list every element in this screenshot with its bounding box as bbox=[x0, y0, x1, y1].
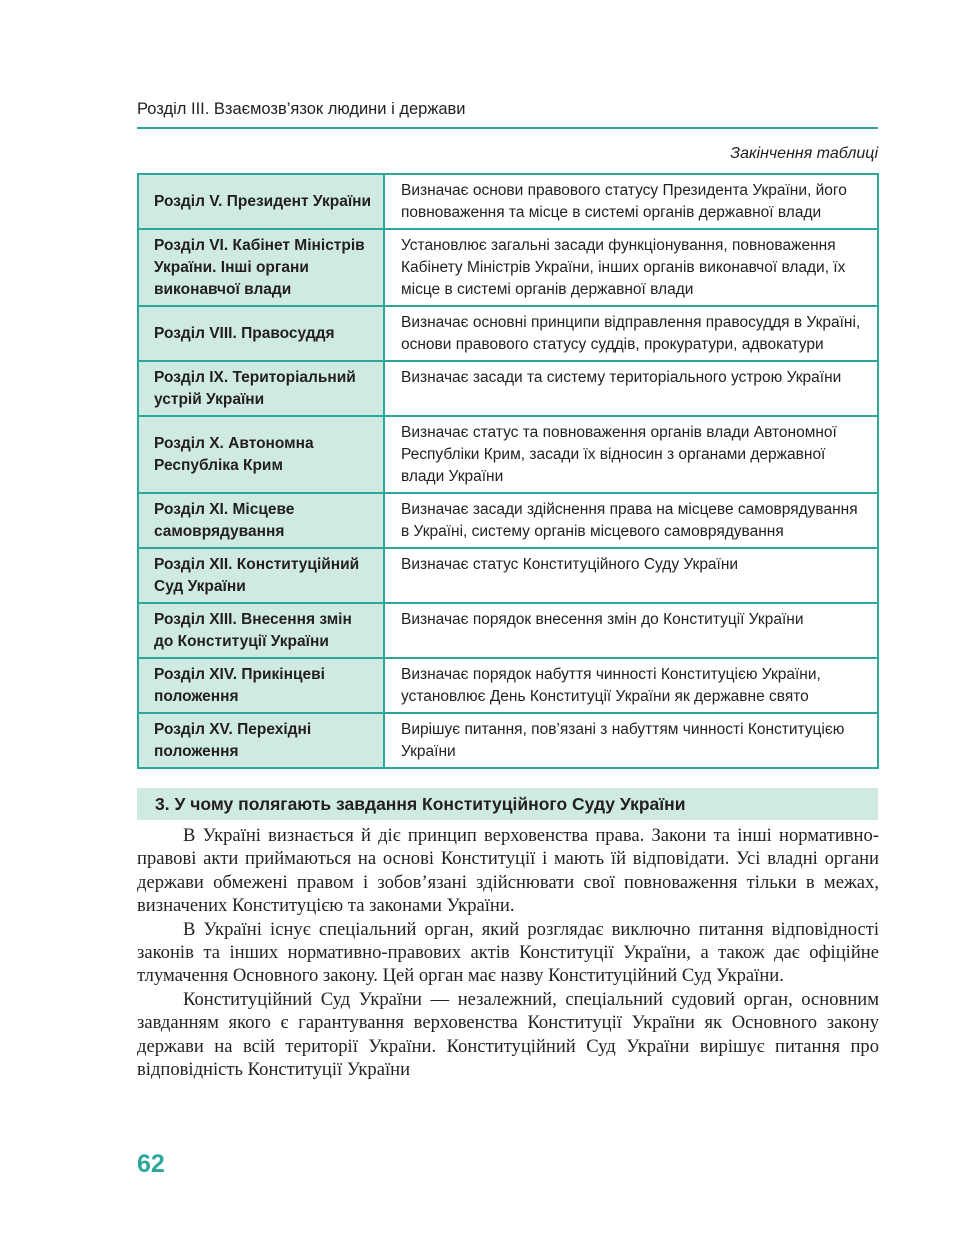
table-row bbox=[138, 658, 878, 713]
constitution-sections-table bbox=[137, 173, 879, 769]
table-row bbox=[138, 174, 878, 229]
section-title-cell: Розділ XIV. Прикінцеві положення bbox=[138, 658, 384, 713]
section-description-cell: Визначає статус Конституційного Суду України bbox=[384, 548, 878, 603]
section-description-cell: Визначає статус та повноваження органів влади Автономної Республіки Крим, засади їх відносин з органами державної влади України bbox=[384, 416, 878, 493]
table-row bbox=[138, 713, 878, 768]
body-text bbox=[137, 824, 879, 1081]
section-title-cell: Розділ XIII. Внесення змін до Конституції України bbox=[138, 603, 384, 658]
section-title-cell: Розділ X. Автономна Республіка Крим bbox=[138, 416, 384, 493]
section-description-cell: Визначає засади здійснення права на місцеве самоврядування в Україні, систему органів місцевого самоврядування bbox=[384, 493, 878, 548]
section-description-cell: Визначає основи правового статусу Президента України, його повноваження та місце в системі органів державної влади bbox=[384, 174, 878, 229]
table-row bbox=[138, 603, 878, 658]
section-description-cell: Визначає засади та систему територіального устрою України bbox=[384, 361, 878, 416]
paragraph: В Україні визнається й діє принцип верховенства права. Закони та інші нормативно-правові акти приймаються на основі Конституції і мають їй відповідати. Усі владні органи держави обмежені правом і зобов’язані здійснювати свої повноваження тільки в межах, визначених Конституцією та законами України. bbox=[137, 825, 879, 917]
table-row bbox=[138, 306, 878, 361]
section-description-cell: Визначає порядок внесення змін до Конституції України bbox=[384, 603, 878, 658]
section-title-cell: Розділ XII. Конституційний Суд України bbox=[138, 548, 384, 603]
section-title-cell: Розділ XV. Перехідні положення bbox=[138, 713, 384, 768]
section-title-cell: Розділ VIII. Правосуддя bbox=[138, 306, 384, 361]
table-row bbox=[138, 548, 878, 603]
table-row bbox=[138, 416, 878, 493]
table-row bbox=[138, 229, 878, 306]
section-description-cell: Визначає порядок набуття чинності Конституцією України, установлює День Конституції України як державне свято bbox=[384, 658, 878, 713]
section-title-cell: Розділ IX. Територіальний устрій України bbox=[138, 361, 384, 416]
table-row bbox=[138, 493, 878, 548]
paragraph: Конституційний Суд України — незалежний, спеціальний судовий орган, основним завданням якого є гарантування верховенства Конституції України як Основного закону держави на всій території України. Конституційний Суд України вирішує питання про відповідність Конституції України bbox=[137, 988, 879, 1081]
header-divider bbox=[137, 127, 878, 129]
running-head: Розділ III. Взаємозв’язок людини і держави bbox=[137, 100, 466, 118]
paragraph: В Україні існує спеціальний орган, який розглядає виключно питання відповідності законів та інших нормативно-правових актів Конституції України, а також дає офіційне тлумачення Основного закону. Цей орган має назву Конституційний Суд України. bbox=[137, 918, 879, 987]
section-description-cell: Вирішує питання, пов’язані з набуттям чинності Конституцією України bbox=[384, 713, 878, 768]
section-title-cell: Розділ V. Президент України bbox=[138, 174, 384, 229]
section-title-cell: Розділ XI. Місцеве самоврядування bbox=[138, 493, 384, 548]
section-heading-text: 3. У чому полягають завдання Конституційного Суду України bbox=[155, 794, 686, 814]
section-heading bbox=[137, 788, 878, 820]
table-row bbox=[138, 361, 878, 416]
table-caption: Закінчення таблиці bbox=[730, 145, 878, 162]
section-title-cell: Розділ VI. Кабінет Міністрів України. Інші органи виконавчої влади bbox=[138, 229, 384, 306]
section-description-cell: Визначає основні принципи відправлення правосуддя в Україні, основи правового статусу суддів, прокуратури, адвокатури bbox=[384, 306, 878, 361]
section-description-cell: Установлює загальні засади функціонування, повноваження Кабінету Міністрів України, інших органів виконавчої влади, їх місце в системі органів державної влади bbox=[384, 229, 878, 306]
page-number: 62 bbox=[137, 1150, 165, 1178]
